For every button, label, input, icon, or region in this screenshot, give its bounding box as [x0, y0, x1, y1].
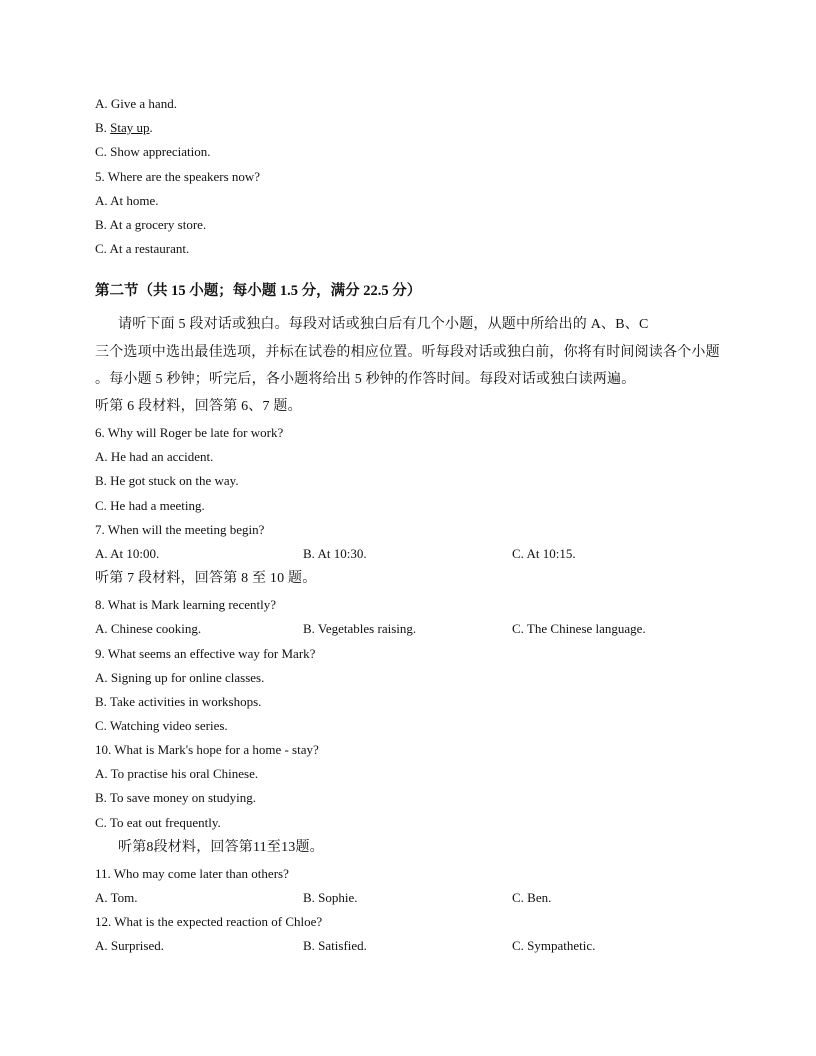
q11-option-a: A. Tom.	[95, 890, 138, 905]
question-6: 6. Why will Roger be late for work?	[95, 425, 284, 440]
option-c-show-appreciation: C. Show appreciation.	[95, 144, 211, 159]
q12-option-c: C. Sympathetic.	[512, 938, 596, 953]
q8-option-b: B. Vegetables raising.	[303, 621, 417, 636]
q10-option-a: A. To practise his oral Chinese.	[95, 766, 259, 781]
q7-option-a: A. At 10:00.	[95, 546, 160, 561]
question-8: 8. What is Mark learning recently?	[95, 597, 276, 612]
q10-option-c: C. To eat out frequently.	[95, 815, 221, 830]
question-5: 5. Where are the speakers now?	[95, 169, 261, 184]
q6-option-b: B. He got stuck on the way.	[95, 473, 239, 488]
q5-option-c: C. At a restaurant.	[95, 241, 190, 256]
question-10: 10. What is Mark's hope for a home - stay?	[95, 742, 319, 757]
instructions-line-3: 。每小题 5 秒钟；听完后，各小题将给出 5 秒钟的作答时间。每段对话或独白读两遍。	[95, 372, 636, 387]
q6-option-c: C. He had a meeting.	[95, 498, 205, 513]
q8-options-row	[95, 620, 745, 638]
q12-option-b: B. Satisfied.	[303, 938, 367, 953]
q5-option-b: B. At a grocery store.	[95, 217, 207, 232]
material-7-heading: 听第 7 段材料，回答第 8 至 10 题。	[95, 571, 317, 586]
section-2-heading: 第二节（共 15 小题；每小题 1.5 分，满分 22.5 分）	[95, 283, 422, 299]
q6-option-a: A. He had an accident.	[95, 449, 214, 464]
q9-option-c: C. Watching video series.	[95, 718, 228, 733]
instructions-line-2: 三个选项中选出最佳选项，并标在试卷的相应位置。听每段对话或独白前，你将有时间阅读各个小题	[95, 345, 720, 360]
q8-option-c: C. The Chinese language.	[512, 621, 646, 636]
question-7: 7. When will the meeting begin?	[95, 522, 265, 537]
q12-options-row	[95, 937, 745, 955]
option-b-stay-up: B. Stay up.	[95, 120, 153, 135]
q9-option-b: B. Take activities in workshops.	[95, 694, 262, 709]
q9-option-a: A. Signing up for online classes.	[95, 670, 265, 685]
q11-options-row	[95, 889, 745, 907]
q7-options-row	[95, 545, 745, 563]
q7-option-c: C. At 10:15.	[512, 546, 576, 561]
option-a-give-a-hand: A. Give a hand.	[95, 96, 177, 111]
q11-option-c: C. Ben.	[512, 890, 552, 905]
instructions-line-1: 请听下面 5 段对话或独白。每段对话或独白后有几个小题，从题中所给出的 A、B、C	[118, 317, 649, 332]
material-8-heading: 听第8段材料，回答第11至13题。	[118, 840, 324, 855]
material-6-heading: 听第 6 段材料，回答第 6、7 题。	[95, 399, 302, 414]
question-9: 9. What seems an effective way for Mark?	[95, 646, 316, 661]
q7-option-b: B. At 10:30.	[303, 546, 367, 561]
question-11: 11. Who may come later than others?	[95, 866, 289, 881]
q11-option-b: B. Sophie.	[303, 890, 358, 905]
underlined-phrase: Stay up	[110, 120, 150, 135]
q8-option-a: A. Chinese cooking.	[95, 621, 202, 636]
question-12: 12. What is the expected reaction of Chloe?	[95, 914, 323, 929]
q12-option-a: A. Surprised.	[95, 938, 164, 953]
q5-option-a: A. At home.	[95, 193, 159, 208]
q10-option-b: B. To save money on studying.	[95, 790, 256, 805]
